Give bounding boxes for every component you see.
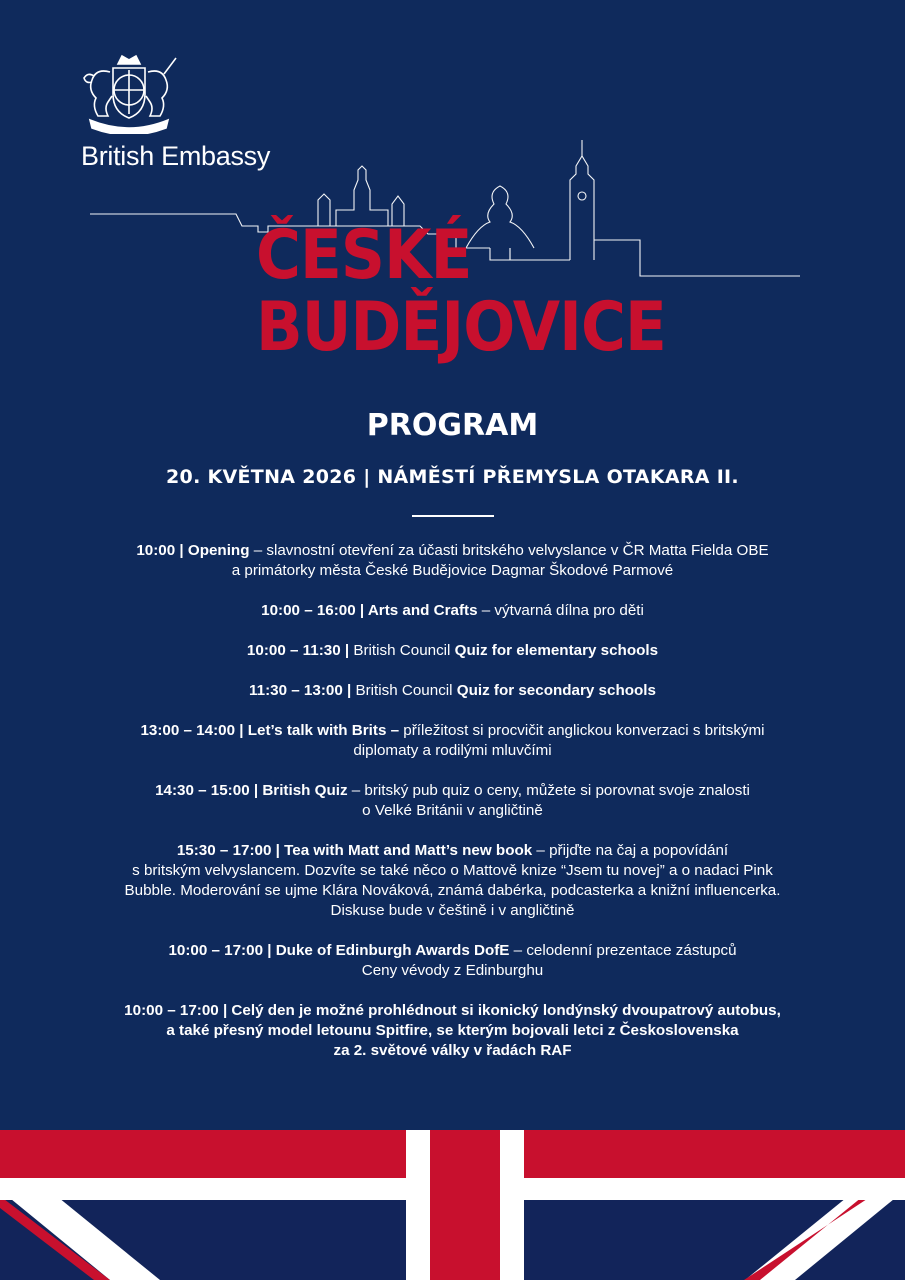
item-time-title: 10:00 – 17:00 | Celý den je možné prohlédnout si ikonický londýnský dvoupatrový autobus, [124,1002,781,1019]
item-time-title: 10:00 | Opening [136,542,250,559]
item-time-title: 10:00 – 17:00 | Duke of Edinburgh Awards DofE [168,942,510,959]
item-description: Ceny vévody z Edinburghu [361,962,544,979]
schedule-item [60,841,845,921]
royal-coat-of-arms-icon [78,50,180,134]
item-description: o Velké Británii v angličtině [362,802,543,819]
program-heading: PROGRAM [366,408,539,443]
item-time-title: 10:00 – 11:30 | [246,642,350,659]
schedule-item [60,1001,845,1061]
date-location: 20. KVĚTNA 2026 | NÁMĚSTÍ PŘEMYSLA OTAKARA II. [166,466,739,488]
schedule-item [60,541,845,581]
item-description: diplomaty a rodilými mluvčími [353,742,552,759]
city-title [256,216,666,367]
item-description: – výtvarná dílna pro děti [477,602,644,619]
item-description: British Council [351,682,457,699]
item-time-title: 15:30 – 17:00 | Tea with Matt and Matt’s new book [176,842,533,859]
item-description: za 2. světové války v řadách RAF [333,1042,572,1059]
union-flag-graphic [0,1130,905,1280]
item-description: British Council [349,642,455,659]
item-description: příležitost si procvičit anglickou konverzaci s britskými [399,722,765,739]
item-description: – přijďte na čaj a popovídání [532,842,729,859]
organization-name: British Embassy [81,141,271,171]
schedule-item [60,681,845,701]
city-title-line-1: ČESKÉ [256,216,472,295]
schedule-item [60,601,845,621]
item-description: – slavnostní otevření za účasti britského velvyslance v ČR Matta Fielda OBE [249,542,769,559]
item-title: Quiz for secondary schools [456,682,656,699]
schedule-item [60,941,845,981]
item-time-title: 10:00 – 16:00 | Arts and Crafts [261,602,478,619]
item-description: – celodenní prezentace zástupců [509,942,737,959]
schedule-item [60,641,845,661]
item-description: Diskuse bude v češtině i v angličtině [330,902,575,919]
item-description: a primátorky města České Budějovice Dagmar Škodové Parmové [231,562,674,579]
item-time-title: 11:30 – 13:00 | [249,682,352,699]
city-title-line-2: BUDĚJOVICE [256,288,666,367]
schedule-item [60,781,845,821]
item-time-title: 13:00 – 14:00 | Let’s talk with Brits – [140,722,400,739]
item-description: – britský pub quiz o ceny, můžete si porovnat svoje znalosti [347,782,750,799]
item-description: Bubble. Moderování se ujme Klára Nováková, známá dabérka, podcasterka a knižní influencerka. [124,882,781,899]
item-time-title: 14:30 – 15:00 | British Quiz [155,782,348,799]
item-title: Quiz for elementary schools [454,642,659,659]
schedule-item [60,721,845,761]
divider [412,515,494,517]
schedule-list [60,541,845,1081]
item-description: s britským velvyslancem. Dozvíte se také něco o Mattově knize “Jsem tu novej” a o nadaci Pink [132,862,773,879]
item-description: a také přesný model letounu Spitfire, se kterým bojovali letci z Československa [166,1022,739,1039]
